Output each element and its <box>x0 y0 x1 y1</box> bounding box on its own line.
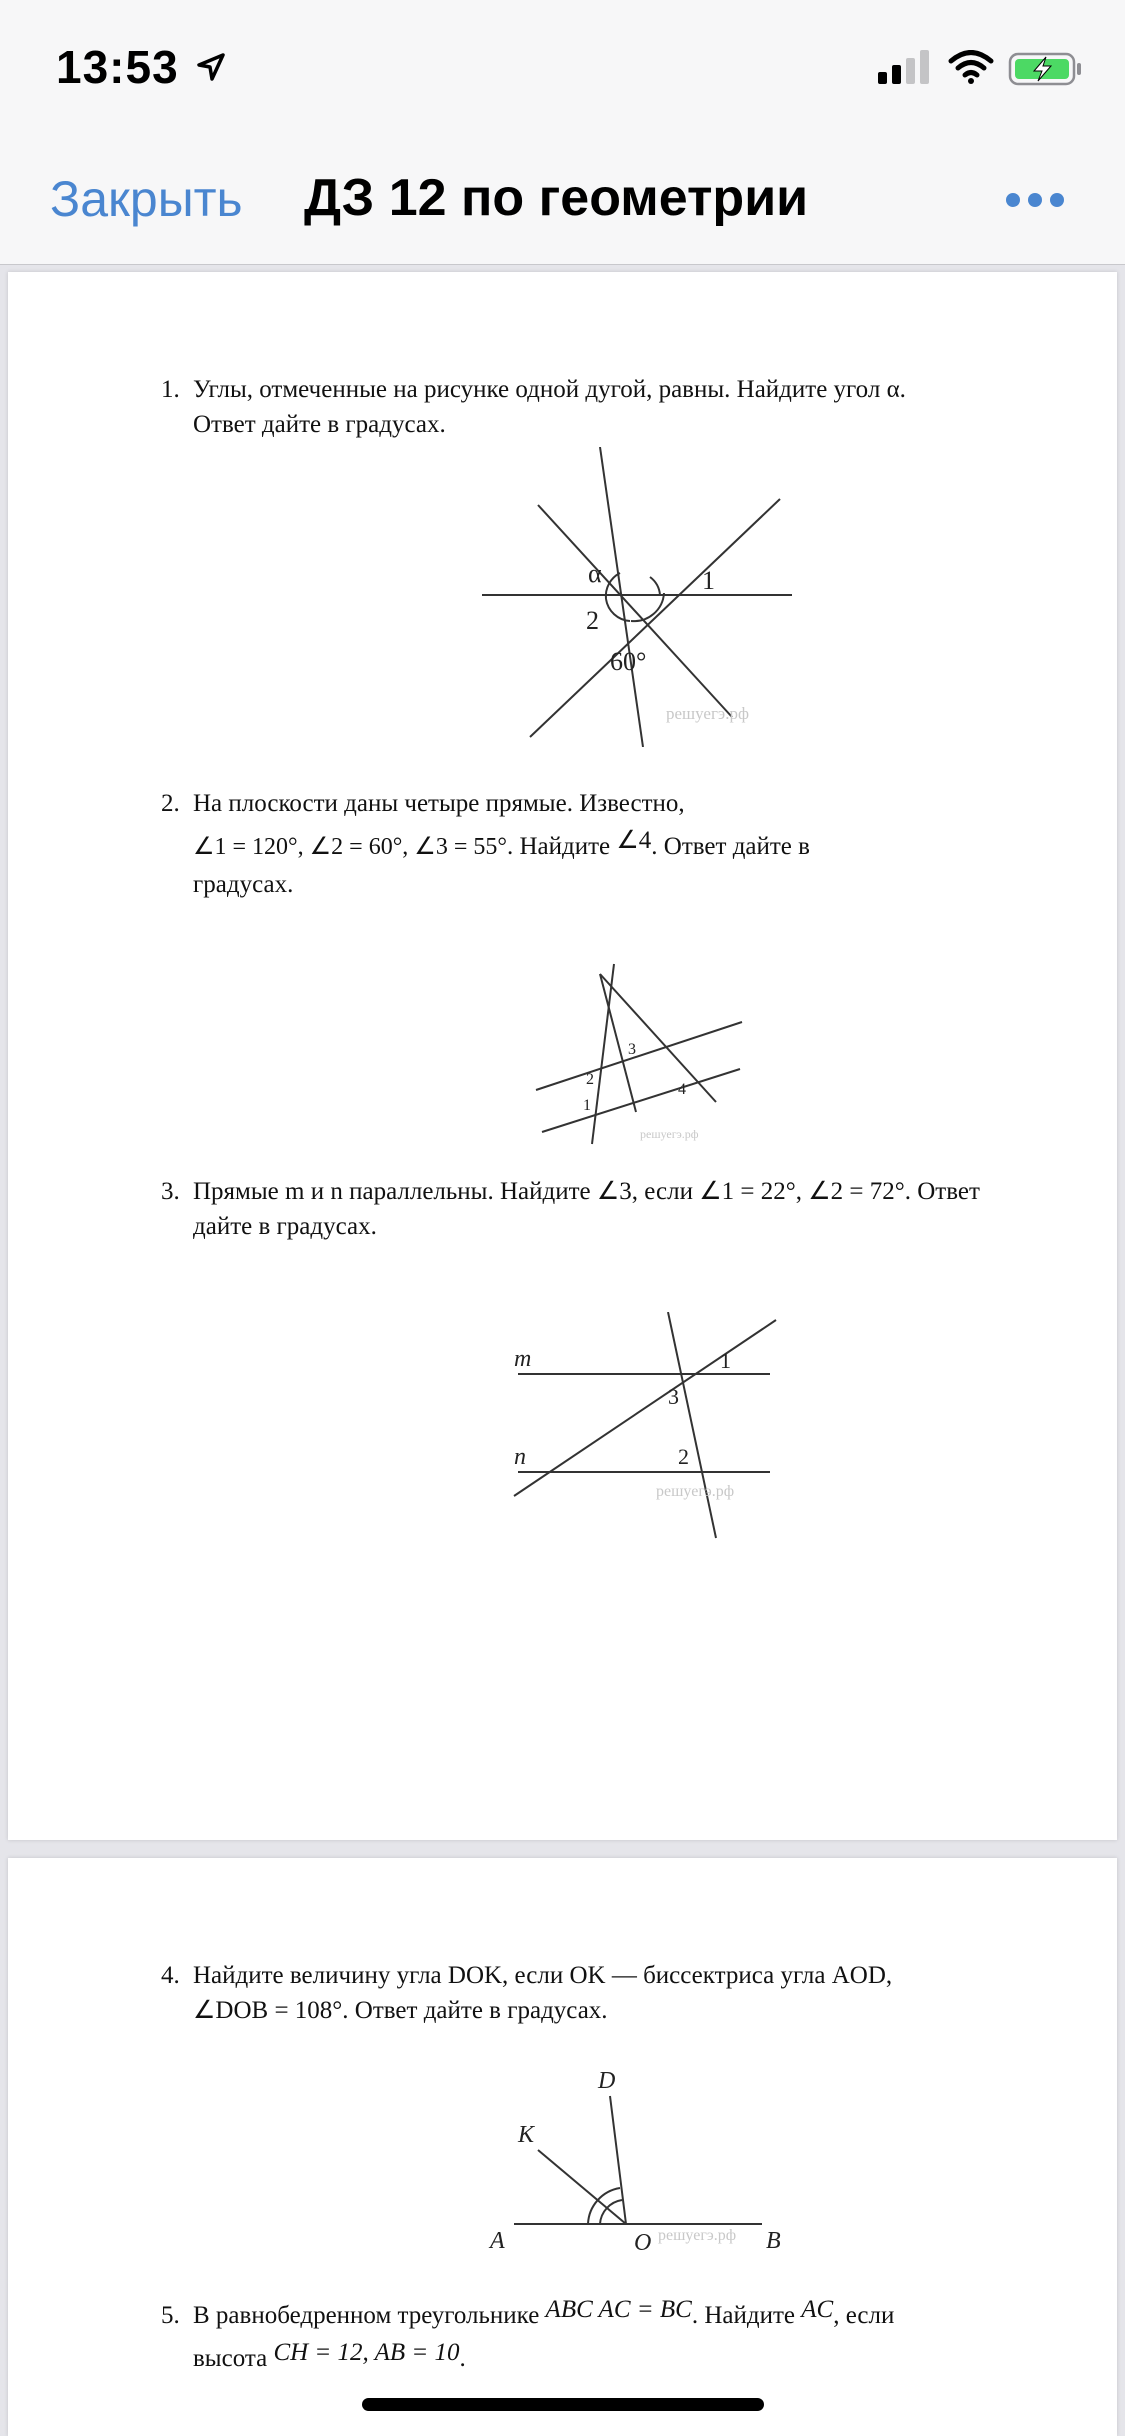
problem-number: 2. <box>161 790 180 817</box>
formula: ABC AC = BC <box>545 2296 692 2323</box>
label-2: 2 <box>678 1444 689 1469</box>
label-n: n <box>514 1444 526 1470</box>
label-O: O <box>634 2230 652 2256</box>
figure-4-bisector <box>478 2058 798 2258</box>
label-B: B <box>766 2228 781 2254</box>
ray-OK <box>538 2150 626 2224</box>
angle-arc-1 <box>650 577 660 595</box>
label-K: K <box>518 2122 535 2148</box>
problem-text-line: дайте в градусах. <box>193 1213 377 1240</box>
battery-charging-icon <box>1008 52 1084 86</box>
label-3: 3 <box>668 1384 679 1409</box>
document-page-2 <box>8 1858 1117 2436</box>
line-transversal-1 <box>514 1320 776 1496</box>
problem-2 <box>161 786 1073 902</box>
formula: CH = 12, AB = 10 <box>273 2339 460 2366</box>
label-D: D <box>598 2068 616 2094</box>
status-time: 13:53 <box>56 41 179 93</box>
problem-3 <box>161 1174 1073 1244</box>
line-upper-parallel <box>536 1022 742 1090</box>
text: . Ответ дайте в <box>651 833 810 860</box>
problem-text-line: Найдите величину угла DOK, если OK — биссектриса угла AOD, <box>193 1962 893 1989</box>
watermark: решуегэ.рф <box>658 2227 737 2244</box>
problem-1 <box>161 372 1073 442</box>
problem-text-line: градусах. <box>193 871 294 898</box>
line-segment-4 <box>636 1102 714 1112</box>
problem-number: 4. <box>161 1962 180 1989</box>
problem-text-line: Ответ дайте в градусах. <box>193 411 446 438</box>
problem-text-line: Углы, отмеченные на рисунке одной дугой, равны. Найдите угол α. <box>193 376 906 403</box>
text: В равнобедренном треугольнике <box>193 2302 540 2329</box>
figure-3-parallel-lines <box>500 1312 790 1542</box>
problem-text-line: ∠DOB = 108°. Ответ дайте в градусах. <box>193 1997 608 2024</box>
problem-text-line <box>193 2298 1073 2333</box>
label-2: 2 <box>586 606 599 635</box>
angle-arc-60 <box>631 593 664 621</box>
label-4: 4 <box>678 1081 686 1098</box>
ray-OD <box>610 2096 626 2224</box>
problem-4 <box>161 1958 1073 2028</box>
text: . <box>459 2345 466 2372</box>
problem-text-line: На плоскости даны четыре прямые. Известно, <box>193 790 685 817</box>
label-A: A <box>490 2228 505 2254</box>
watermark: решуегэ.рф <box>640 1127 699 1141</box>
label-1: 1 <box>702 566 715 595</box>
figure-1-intersecting-lines <box>470 447 810 747</box>
problem-number: 1. <box>161 376 180 403</box>
label-1: 1 <box>583 1097 591 1114</box>
home-indicator[interactable] <box>362 2398 764 2411</box>
document-page-1 <box>8 272 1117 1840</box>
formula: ∠4 <box>616 827 652 854</box>
problem-5 <box>161 2296 1073 2376</box>
problem-number: 5. <box>161 2302 180 2329</box>
label-2: 2 <box>586 1071 594 1088</box>
more-dots-icon[interactable] <box>1004 190 1066 210</box>
problem-number: 3. <box>161 1178 180 1205</box>
line-transversal-2 <box>668 1312 716 1538</box>
label-3: 3 <box>628 1041 636 1058</box>
label-m: m <box>514 1346 532 1372</box>
label-alpha: α <box>588 559 602 588</box>
label-60: 60° <box>610 647 647 676</box>
problem-text-line: Прямые m и n параллельны. Найдите ∠3, если ∠1 = 22°, ∠2 = 72°. Ответ <box>193 1178 980 1205</box>
close-button[interactable]: Закрыть <box>50 171 243 227</box>
line-diagonal-up <box>530 499 780 737</box>
label-1: 1 <box>720 1348 731 1373</box>
watermark: решуегэ.рф <box>656 1483 735 1500</box>
text: , если <box>833 2302 895 2329</box>
location-arrow-icon <box>196 52 226 82</box>
text: высота <box>193 2345 268 2372</box>
document-title: ДЗ 12 по геометрии <box>304 169 809 227</box>
navigation-bar <box>0 130 1125 265</box>
text: . Найдите <box>506 833 611 860</box>
problem-text-line <box>193 2341 1073 2376</box>
status-bar <box>0 0 1125 130</box>
figure-2-four-lines <box>528 962 748 1152</box>
text: . Найдите <box>691 2302 795 2329</box>
cellular-signal-icon <box>878 50 934 84</box>
wifi-icon <box>948 50 994 84</box>
formula: AC <box>801 2296 834 2323</box>
problem-text-line <box>193 829 1073 865</box>
watermark: решуегэ.рф <box>666 704 749 723</box>
formula: ∠1 = 120°, ∠2 = 60°, ∠3 = 55° <box>193 834 507 860</box>
line-transversal <box>592 964 614 1144</box>
